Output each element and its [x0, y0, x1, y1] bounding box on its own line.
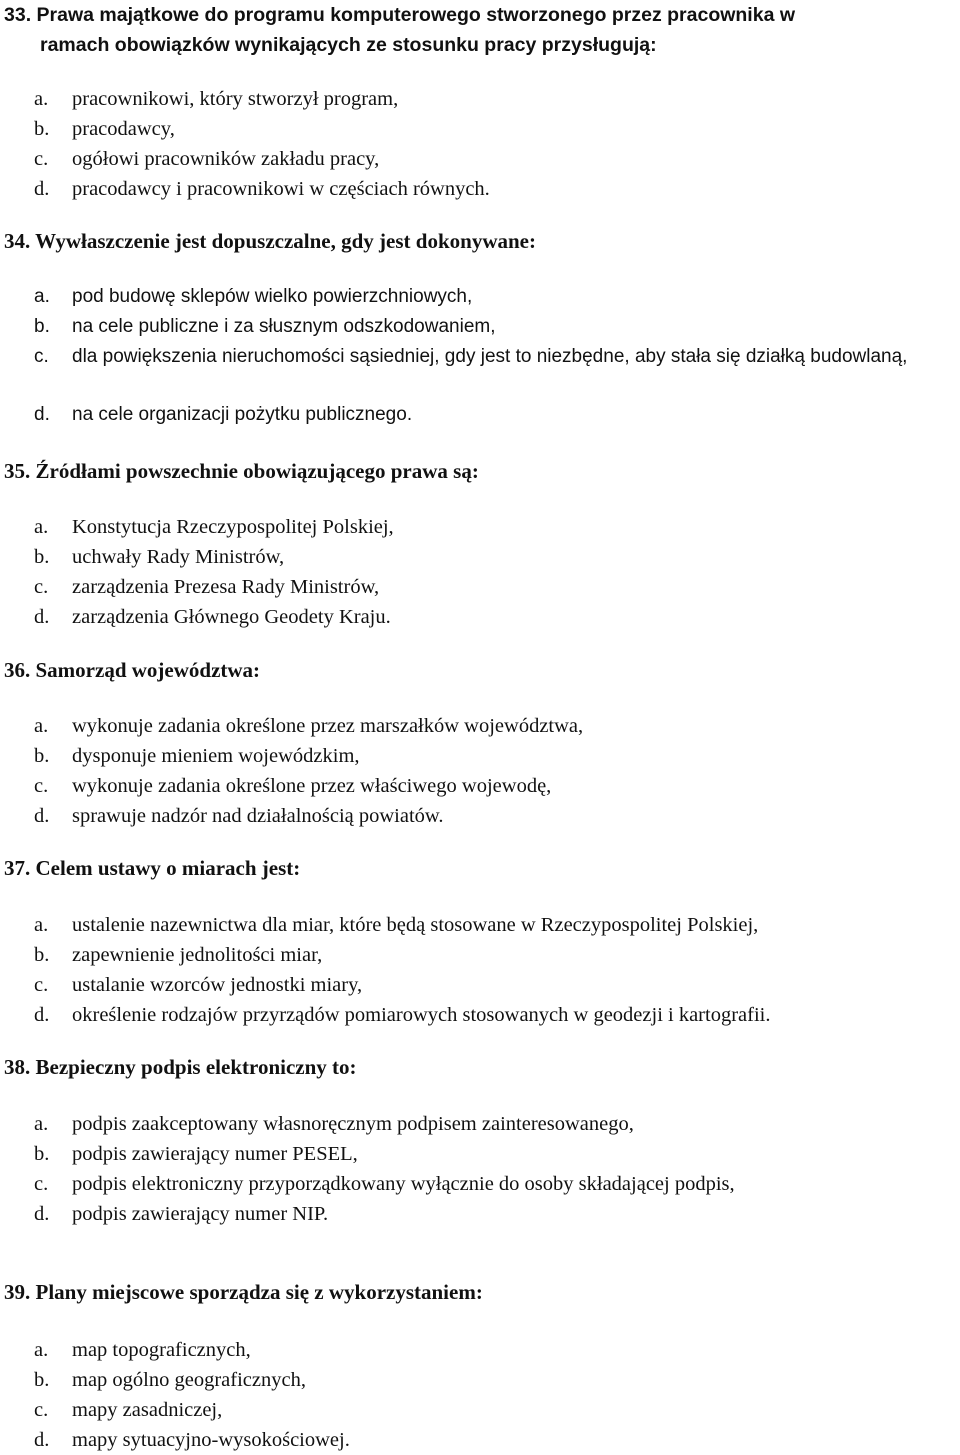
- option-text: dysponuje mieniem wojewódzkim,: [72, 745, 360, 767]
- question-number: 39.: [4, 1280, 31, 1304]
- option-text: pracodawcy i pracownikowi w częściach równych.: [72, 178, 490, 200]
- question-number: 33.: [4, 4, 32, 26]
- question-39-heading: [4, 1277, 483, 1307]
- option-text: zarządzenia Prezesa Rady Ministrów,: [72, 576, 380, 598]
- option-text: podpis zaakceptowany własnoręcznym podpisem zainteresowanego,: [72, 1113, 634, 1135]
- question-text: Samorząd województwa:: [35, 658, 261, 682]
- option-text: zarządzenia Głównego Geodety Kraju.: [72, 606, 391, 628]
- question-37-heading: [4, 853, 300, 883]
- question-number: 37.: [4, 856, 31, 880]
- question-33-heading: [4, 0, 796, 56]
- question-number: 34.: [4, 229, 31, 253]
- option-text: wykonuje zadania określone przez marszałków województwa,: [72, 715, 584, 737]
- question-36-heading: [4, 655, 260, 685]
- option-letter: c.: [34, 974, 49, 996]
- option-letter: a.: [34, 1339, 49, 1361]
- option-letter: b.: [34, 546, 50, 568]
- option-text: na cele publiczne i za słusznym odszkodowaniem,: [72, 316, 496, 337]
- option-text: mapy zasadniczej,: [72, 1399, 223, 1421]
- option-letter: b.: [34, 944, 50, 966]
- option-letter: d.: [34, 805, 50, 827]
- option-letter: a.: [34, 516, 49, 538]
- option-letter: b.: [34, 745, 50, 767]
- option-text: dla powiększenia nieruchomości sąsiedniej, gdy jest to niezbędne, aby stała się działką budowlaną,: [72, 346, 908, 367]
- question-35-heading: [4, 456, 479, 486]
- option-text: map topograficznych,: [72, 1339, 251, 1361]
- question-38-heading: [4, 1052, 357, 1082]
- option-letter: b.: [34, 1369, 50, 1391]
- question-34-heading: [4, 226, 536, 256]
- option-letter: c.: [34, 1399, 49, 1421]
- option-text: Konstytucja Rzeczypospolitej Polskiej,: [72, 516, 394, 538]
- option-letter: c.: [34, 576, 49, 598]
- option-text: na cele organizacji pożytku publicznego.: [72, 404, 413, 425]
- option-letter: d.: [34, 606, 50, 628]
- option-text: ogółowi pracowników zakładu pracy,: [72, 148, 380, 170]
- option-letter: d.: [34, 1203, 50, 1225]
- option-text: podpis elektroniczny przyporządkowany wyłącznie do osoby składającej podpis,: [72, 1173, 735, 1195]
- question-number: 38.: [4, 1055, 31, 1079]
- option-letter: b.: [34, 118, 50, 140]
- option-text: wykonuje zadania określone przez właściwego wojewodę,: [72, 775, 552, 797]
- option-letter: a.: [34, 1113, 49, 1135]
- option-letter: b.: [34, 316, 50, 337]
- question-text-continued: ramach obowiązków wynikających ze stosunku pracy przysługują:: [40, 34, 657, 56]
- option-text: pod budowę sklepów wielko powierzchniowych,: [72, 286, 473, 307]
- option-text: ustalenie nazewnictwa dla miar, które będą stosowane w Rzeczypospolitej Polskiej,: [72, 914, 759, 936]
- question-text: Wywłaszczenie jest dopuszczalne, gdy jest dokonywane:: [35, 229, 536, 253]
- option-letter: d.: [34, 178, 50, 200]
- option-letter: d.: [34, 1429, 50, 1451]
- option-text: mapy sytuacyjno-wysokościowej.: [72, 1429, 350, 1451]
- option-text: zapewnienie jednolitości miar,: [72, 944, 323, 966]
- option-text: uchwały Rady Ministrów,: [72, 546, 285, 568]
- option-text: ustalanie wzorców jednostki miary,: [72, 974, 363, 996]
- option-letter: d.: [34, 1004, 50, 1026]
- question-text: Celem ustawy o miarach jest:: [35, 856, 301, 880]
- option-letter: c.: [34, 148, 49, 170]
- option-letter: c.: [34, 775, 49, 797]
- option-text: sprawuje nadzór nad działalnością powiatów.: [72, 805, 444, 827]
- option-letter: a.: [34, 88, 49, 110]
- option-letter: d.: [34, 404, 50, 425]
- option-text: podpis zawierający numer NIP.: [72, 1203, 329, 1225]
- option-letter: a.: [34, 286, 50, 307]
- option-text: określenie rodzajów przyrządów pomiarowych stosowanych w geodezji i kartografii.: [72, 1004, 771, 1026]
- option-letter: a.: [34, 914, 49, 936]
- question-text: Plany miejscowe sporządza się z wykorzystaniem:: [35, 1280, 483, 1304]
- question-text: Źródłami powszechnie obowiązującego prawa są:: [35, 459, 479, 483]
- question-text: Prawa majątkowe do programu komputerowego stworzonego przez pracownika w: [36, 4, 796, 26]
- option-letter: a.: [34, 715, 49, 737]
- option-text: podpis zawierający numer PESEL,: [72, 1143, 358, 1165]
- question-number: 36.: [4, 658, 31, 682]
- option-text: pracodawcy,: [72, 118, 175, 140]
- question-text: Bezpieczny podpis elektroniczny to:: [35, 1055, 357, 1079]
- option-letter: c.: [34, 1173, 49, 1195]
- option-text: map ogólno geograficznych,: [72, 1369, 306, 1391]
- option-letter: c.: [34, 346, 49, 367]
- option-text: pracownikowi, który stworzył program,: [72, 88, 399, 110]
- option-letter: b.: [34, 1143, 50, 1165]
- question-number: 35.: [4, 459, 31, 483]
